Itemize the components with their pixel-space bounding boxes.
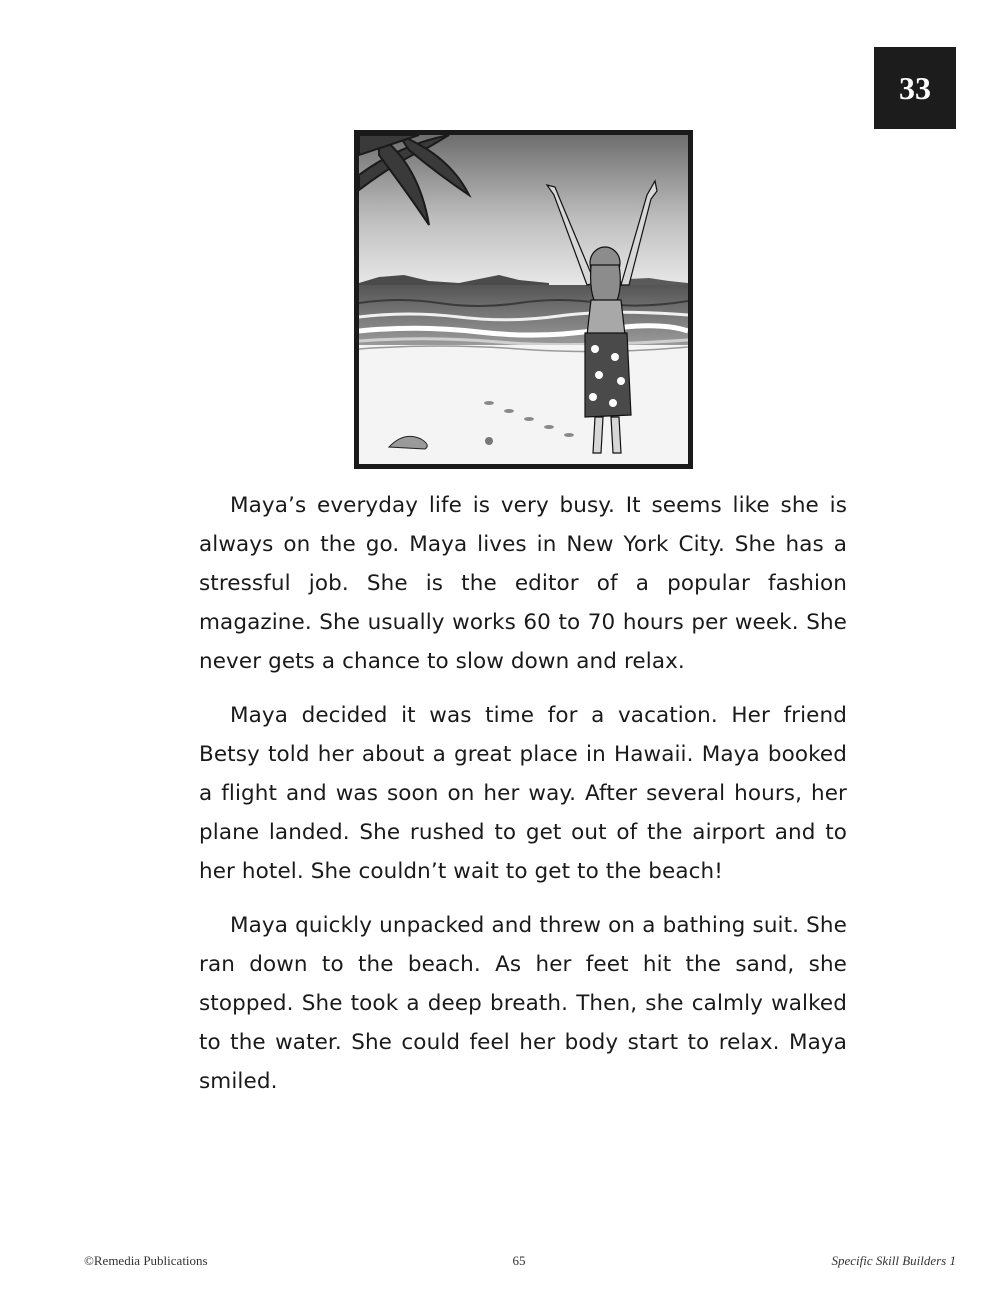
footer-book-title: Specific Skill Builders 1	[831, 1253, 956, 1268]
footer-publisher: ©Remedia Publications	[84, 1253, 208, 1268]
story-paragraph-1: Maya’s everyday life is very busy. It seems like she is always on the go. Maya lives in New York City. She has a stressful job. She is the editor of a popular fashion magazine. She usually works 60 to 70 hours per week. She never gets a chance to slow down and relax.	[199, 493, 847, 674]
story-paragraph-2: Maya decided it was time for a vacation. Her friend Betsy told her about a great place in Hawaii. Maya booked a flight and was soon on her way. After several hours, her plane landed. She rushed to get out of the airport and to her hotel. She couldn’t wait to get to the beach!	[199, 703, 847, 884]
story-paragraph-3: Maya quickly unpacked and threw on a bathing suit. She ran down to the beach. As her feet hit the sand, she stopped. She took a deep breath. Then, she calmly walked to the water. She could feel her body start to relax. Maya smiled.	[199, 913, 847, 1094]
beach-scene-image	[359, 135, 688, 464]
story-text	[199, 486, 847, 1116]
lesson-number-badge: 33	[874, 47, 956, 129]
footer-page-number: 65	[512, 1253, 526, 1268]
beach-illustration	[354, 130, 693, 469]
